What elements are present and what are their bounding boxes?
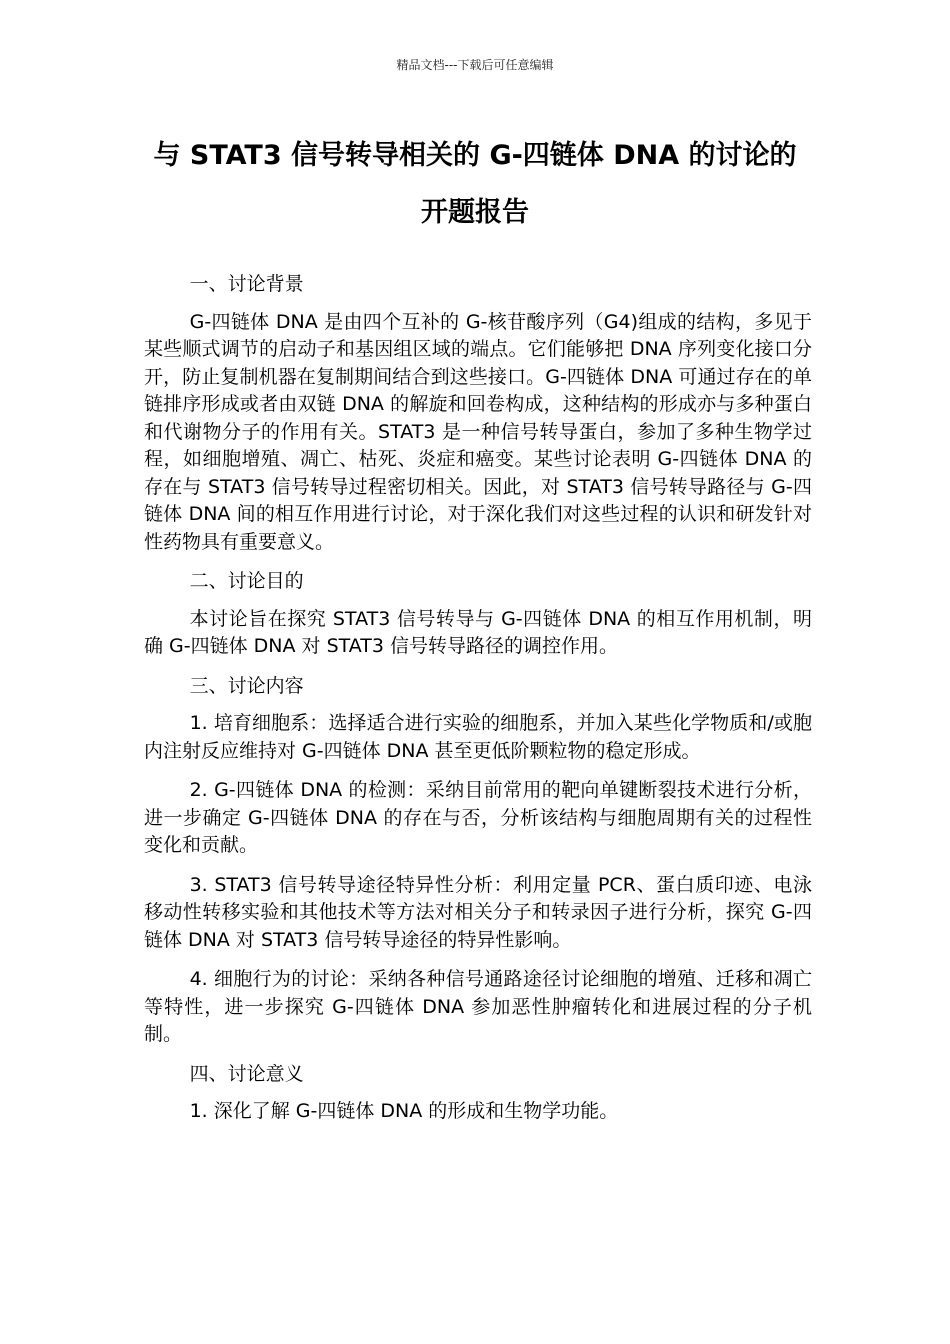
document-body <box>144 271 812 1138</box>
background-paragraph: G-四链体 DNA 是由四个互补的 G-核苷酸序列（G4)组成的结构，多见于某些顺式调节的启动子和基因组区域的端点。它们能够把 DNA 序列变化接口分开，防止复制机器在复制期间结合到这些接口。G-四链体 DNA 可通过存在的单链排序形成或者由双链 DNA 的解旋和回卷构成，这种结构的形成亦与多种蛋白和代谢物分子的作用有关。STAT3 是一种信号转导蛋白，参加了多种生物学过程，如细胞增殖、凋亡、枯死、炎症和癌变。某些讨论表明 G-四链体 DNA 的存在与 STAT3 信号转导过程密切相关。因此，对 STAT3 信号转导路径与 G-四链体 DNA 间的相互作用进行讨论，对于深化我们对这些过程的认识和研发针对性药物具有重要意义。 <box>144 310 812 553</box>
content-item: 2. G-四链体 DNA 的检测：采纳目前常用的靶向单键断裂技术进行分析，进一步确定 G-四链体 DNA 的存在与否，分析该结构与细胞周期有关的过程性变化和贡献。 <box>144 779 812 856</box>
document-title-line-2: 开题报告 <box>421 197 529 228</box>
section-heading-content: 三、讨论内容 <box>189 674 304 697</box>
content-item: 1. 培育细胞系：选择适合进行实验的细胞系，并加入某些化学物质和/或胞内注射反应维持对 G-四链体 DNA 甚至更低阶颗粒物的稳定形成。 <box>144 712 812 762</box>
content-item: 3. STAT3 信号转导途径特异性分析：利用定量 PCR、蛋白质印迹、电泳移动性转移实验和其他技术等方法对相关分子和转录因子进行分析，探究 G-四链体 DNA 对 STAT3 信号转导途径的特异性影响。 <box>144 873 812 951</box>
document-title-line-1: 与 STAT3 信号转导相关的 G-四链体 DNA 的讨论的 <box>153 140 797 171</box>
section-heading-significance: 四、讨论意义 <box>189 1062 304 1085</box>
purpose-paragraph: 本讨论旨在探究 STAT3 信号转导与 G-四链体 DNA 的相互作用机制，明确 G-四链体 DNA 对 STAT3 信号转导路径的调控作用。 <box>144 607 812 657</box>
significance-item: 1. 深化了解 G-四链体 DNA 的形成和生物学功能。 <box>189 1100 619 1122</box>
content-item: 4. 细胞行为的讨论：采纳各种信号通路途径讨论细胞的增殖、迁移和凋亡等特性，进一步探究 G-四链体 DNA 参加恶性肿瘤转化和进展过程的分子机制。 <box>144 968 812 1045</box>
section-heading-purpose: 二、讨论目的 <box>189 570 304 592</box>
header-note: 精品文档---下载后可任意编辑 <box>396 58 554 72</box>
section-heading-background: 一、讨论背景 <box>189 273 304 295</box>
